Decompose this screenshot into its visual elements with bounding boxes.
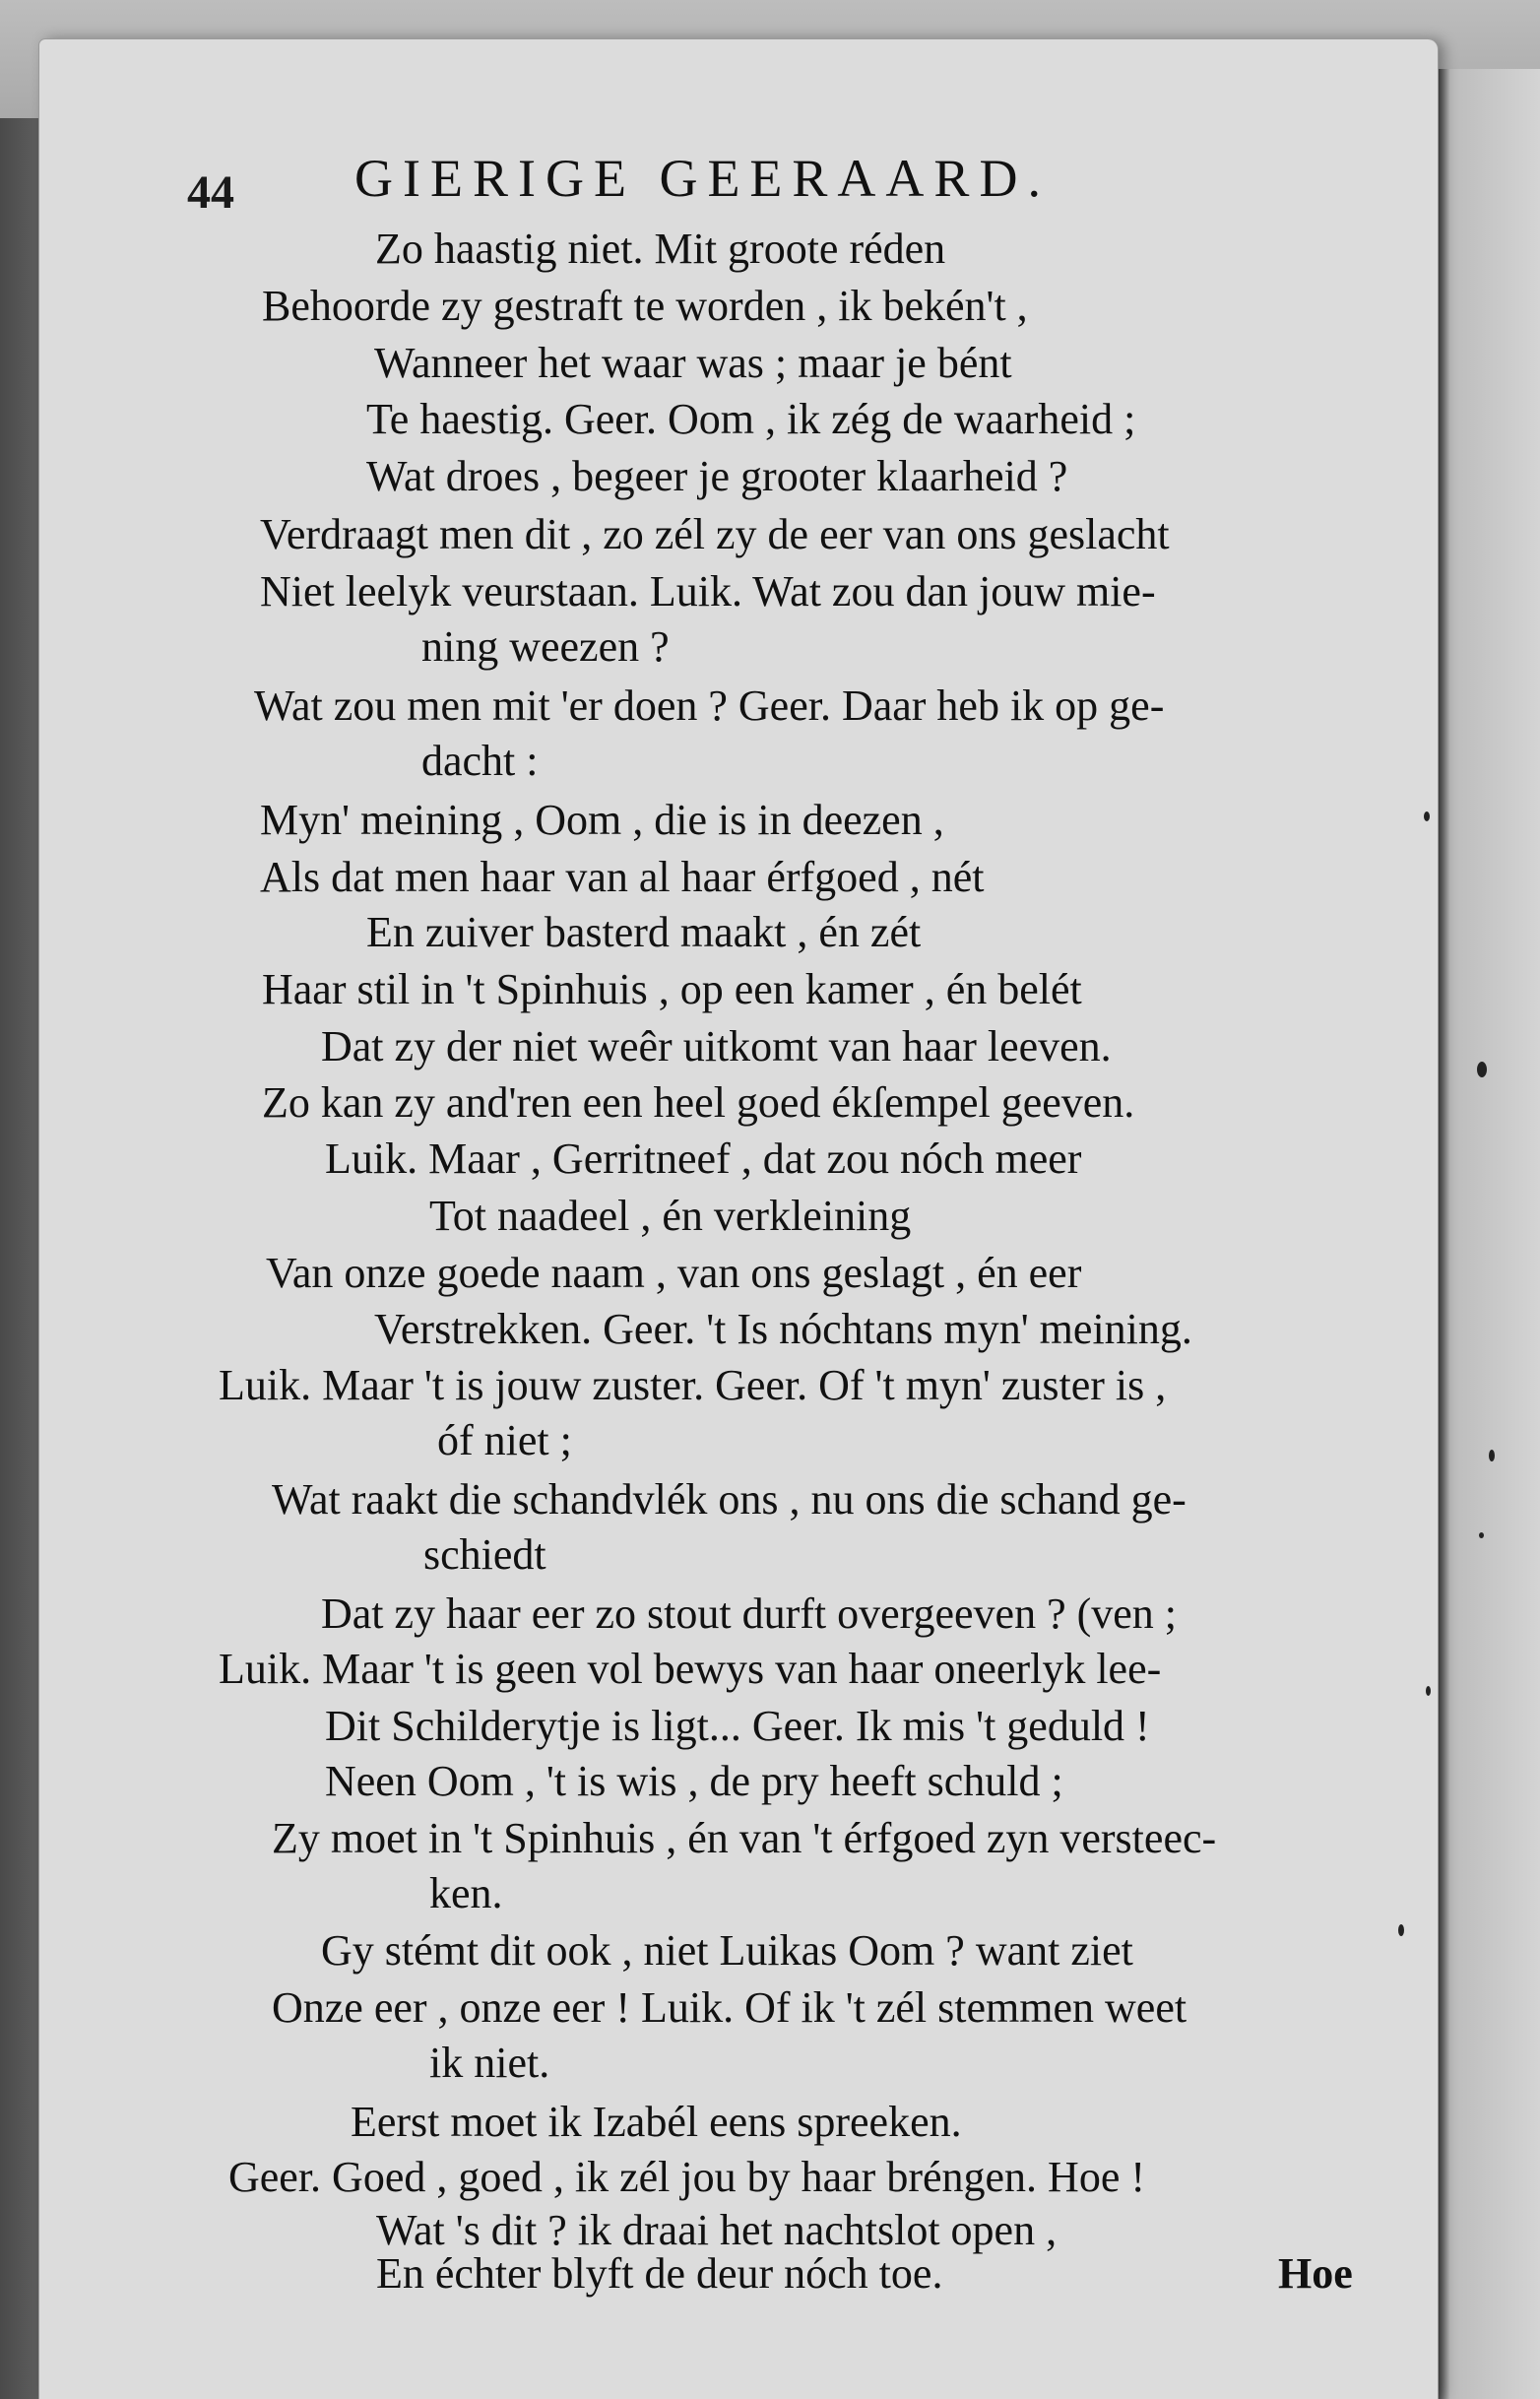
verse-line: En zuiver basterd maakt , én zét <box>366 908 922 956</box>
verse-line: ken. <box>429 1869 503 1917</box>
catchword: Hoe <box>1278 2249 1353 2298</box>
verse-line: dacht : <box>421 737 539 785</box>
verse-line: Haar stil in 't Spinhuis , op een kamer , én belét <box>262 965 1082 1013</box>
paper-speck <box>1489 1450 1495 1461</box>
verse-line: Geer. Goed , goed , ik zél jou by haar bréngen. Hoe ! <box>228 2153 1146 2201</box>
verse-line: Dat zy der niet weêr uitkomt van haar leeven. <box>321 1022 1112 1070</box>
verse-line: Onze eer , onze eer ! Luik. Of ik 't zél stemmen weet <box>272 1983 1187 2032</box>
verse-line: Behoorde zy gestraft te worden , ik bekén't , <box>262 282 1028 330</box>
adjacent-page-edge <box>1438 69 1540 2399</box>
verse-line: Eerst moet ik Izabél eens spreeken. <box>351 2098 962 2146</box>
verse-line: Wat droes , begeer je grooter klaarheid ? <box>366 452 1068 500</box>
verse-line: Verdraagt men dit , zo zél zy de eer van ons geslacht <box>260 510 1170 558</box>
paper-speck <box>1424 811 1430 821</box>
paper-speck <box>1398 1924 1404 1936</box>
page-number: 44 <box>187 166 234 219</box>
verse-line: Zo haastig niet. Mit groote réden <box>375 225 946 273</box>
verse-line: En échter blyft de deur nóch toe. <box>376 2249 943 2298</box>
verse-line: Niet leelyk veurstaan. Luik. Wat zou dan jouw mie- <box>260 567 1156 616</box>
verse-line: Tot naadeel , én verkleining <box>429 1192 912 1240</box>
verse-line: Zy moet in 't Spinhuis , én van 't érfgoed zyn versteec- <box>272 1814 1217 1862</box>
verse-line: schiedt <box>423 1530 546 1579</box>
verse-line: Wat 's dit ? ik draai het nachtslot open , <box>376 2206 1058 2254</box>
running-title: GIERIGE GEERAARD. <box>354 149 1051 208</box>
verse-line: Als dat men haar van al haar érfgoed , nét <box>260 853 985 901</box>
paper-speck <box>1479 1532 1484 1538</box>
verse-line: Verstrekken. Geer. 't Is nóchtans myn' meining. <box>374 1305 1192 1353</box>
paper-speck <box>1426 1686 1431 1696</box>
paper-speck <box>1477 1062 1487 1077</box>
verse-line: Van onze goede naam , van ons geslagt , én eer <box>266 1249 1082 1297</box>
verse-line: Gy stémt dit ook , niet Luikas Oom ? want ziet <box>321 1926 1133 1975</box>
verse-line: Zo kan zy and'ren een heel goed ékſempel geeven. <box>262 1078 1135 1127</box>
verse-line: Wat raakt die schandvlék ons , nu ons die schand ge- <box>272 1475 1187 1524</box>
verse-line: Myn' meining , Oom , die is in deezen , <box>260 796 944 844</box>
verse-line: Neen Oom , 't is wis , de pry heeft schuld ; <box>325 1757 1063 1805</box>
verse-line: ik niet. <box>429 2039 550 2087</box>
verse-line: Dit Schilderytje is ligt... Geer. Ik mis 't geduld ! <box>325 1702 1150 1750</box>
verse-line: Luik. Maar 't is jouw zuster. Geer. Of 't myn' zuster is , <box>219 1361 1167 1409</box>
verse-line: Luik. Maar 't is geen vol bewys van haar oneerlyk lee- <box>219 1645 1162 1693</box>
verse-line: Te haestig. Geer. Oom , ik zég de waarheid ; <box>366 395 1136 443</box>
verse-line: Dat zy haar eer zo stout durft overgeeven ? (ven ; <box>321 1589 1178 1638</box>
verse-line: Wat zou men mit 'er doen ? Geer. Daar heb ik op ge- <box>254 681 1165 730</box>
verse-line: Luik. Maar , Gerritneef , dat zou nóch meer <box>325 1135 1082 1183</box>
verse-line: Wanneer het waar was ; maar je bént <box>374 339 1012 387</box>
verse-line: óf niet ; <box>437 1416 572 1464</box>
verse-line: ning weezen ? <box>421 622 670 671</box>
